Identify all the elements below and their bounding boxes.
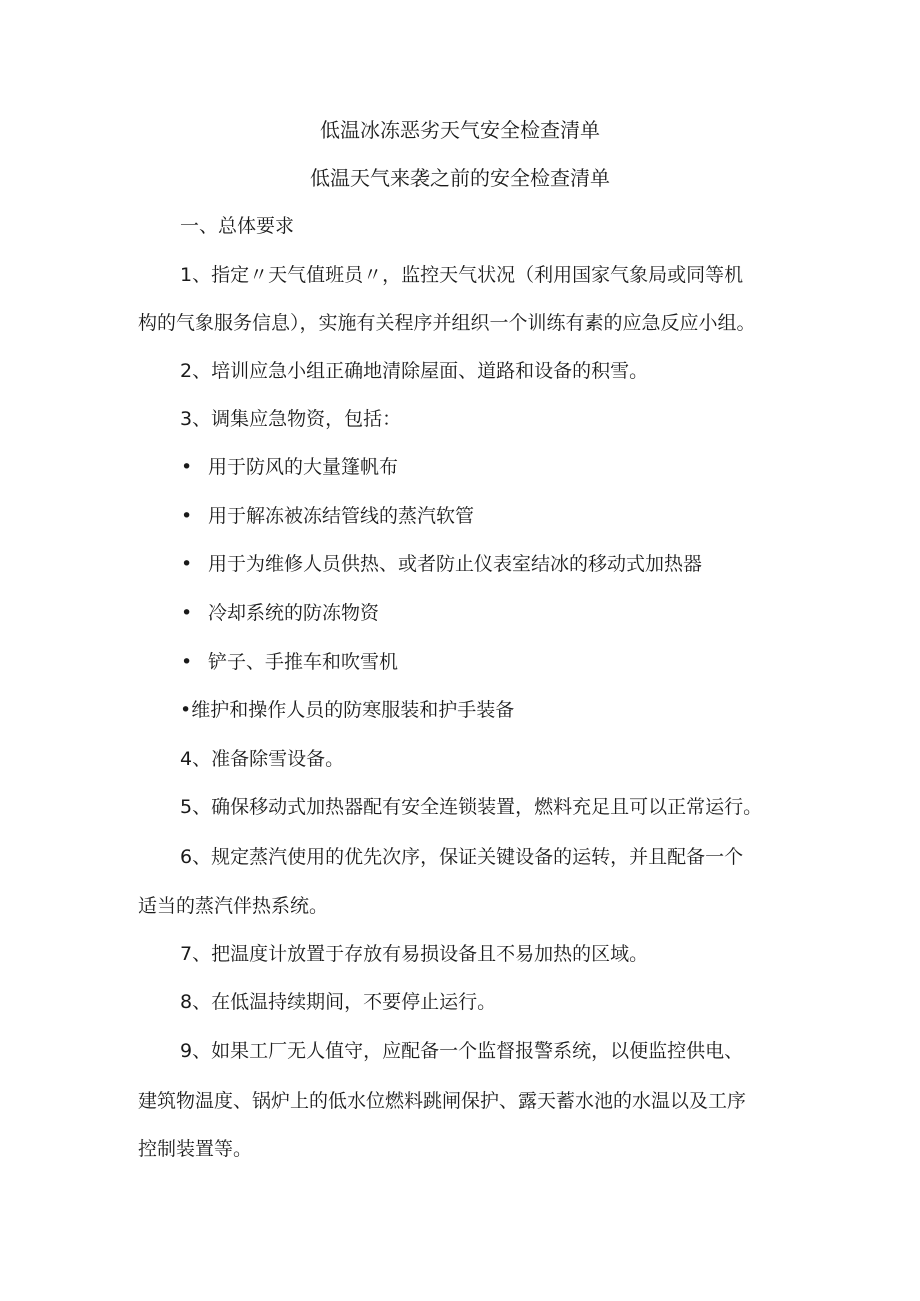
bullet-item-1: 用于防风的大量篷帆布 [208,456,399,478]
bullet-icon: • [181,456,193,478]
item-9-line-1: 9、如果工厂无人值守，应配备一个监督报警系统，以便监控供电、 [180,1040,744,1062]
item-7: 7、把温度计放置于存放有易损设备且不易加热的区域。 [180,943,649,965]
document-subtitle: 低温天气来袭之前的安全检查清单 [310,166,610,190]
bullet-icon: • [181,651,193,673]
bullet-item-5: 铲子、手推车和吹雪机 [208,651,399,673]
item-6-line-2: 适当的蒸汽伴热系统。 [138,895,329,917]
document-title: 低温冰冻恶劣天气安全检查清单 [320,118,600,142]
bullet-item-6: •维护和操作人员的防寒服装和护手装备 [180,699,515,721]
item-5: 5、确保移动式加热器配有安全连锁装置，燃料充足且可以正常运行。 [180,796,763,818]
item-6-line-1: 6、规定蒸汽使用的优先次序，保证关键设备的运转，并且配备一个 [180,846,744,868]
item-8: 8、在低温持续期间，不要停止运行。 [180,991,497,1013]
item-9-line-2: 建筑物温度、锅炉上的低水位燃料跳闸保护、露天蓄水池的水温以及工序 [138,1090,747,1112]
item-1-line-1: 1、指定〃天气值班员〃，监控天气状况（利用国家气象局或同等机 [180,264,744,286]
bullet-icon: • [181,553,193,575]
section-heading: 一、总体要求 [180,215,295,237]
item-9-line-3: 控制装置等。 [138,1138,253,1160]
bullet-item-4: 冷却系统的防冻物资 [208,602,380,624]
item-3: 3、调集应急物资，包括： [180,408,402,430]
bullet-icon: • [181,602,193,624]
item-2: 2、培训应急小组正确地清除屋面、道路和设备的积雪。 [180,360,649,382]
bullet-item-2: 用于解冻被冻结管线的蒸汽软管 [208,505,475,527]
bullet-item-3: 用于为维修人员供热、或者防止仪表室结冰的移动式加热器 [208,553,703,575]
item-1-line-2: 构的气象服务信息），实施有关程序并组织一个训练有素的应急反应小组。 [138,312,756,334]
bullet-icon: • [181,505,193,527]
item-4: 4、准备除雪设备。 [180,748,345,770]
